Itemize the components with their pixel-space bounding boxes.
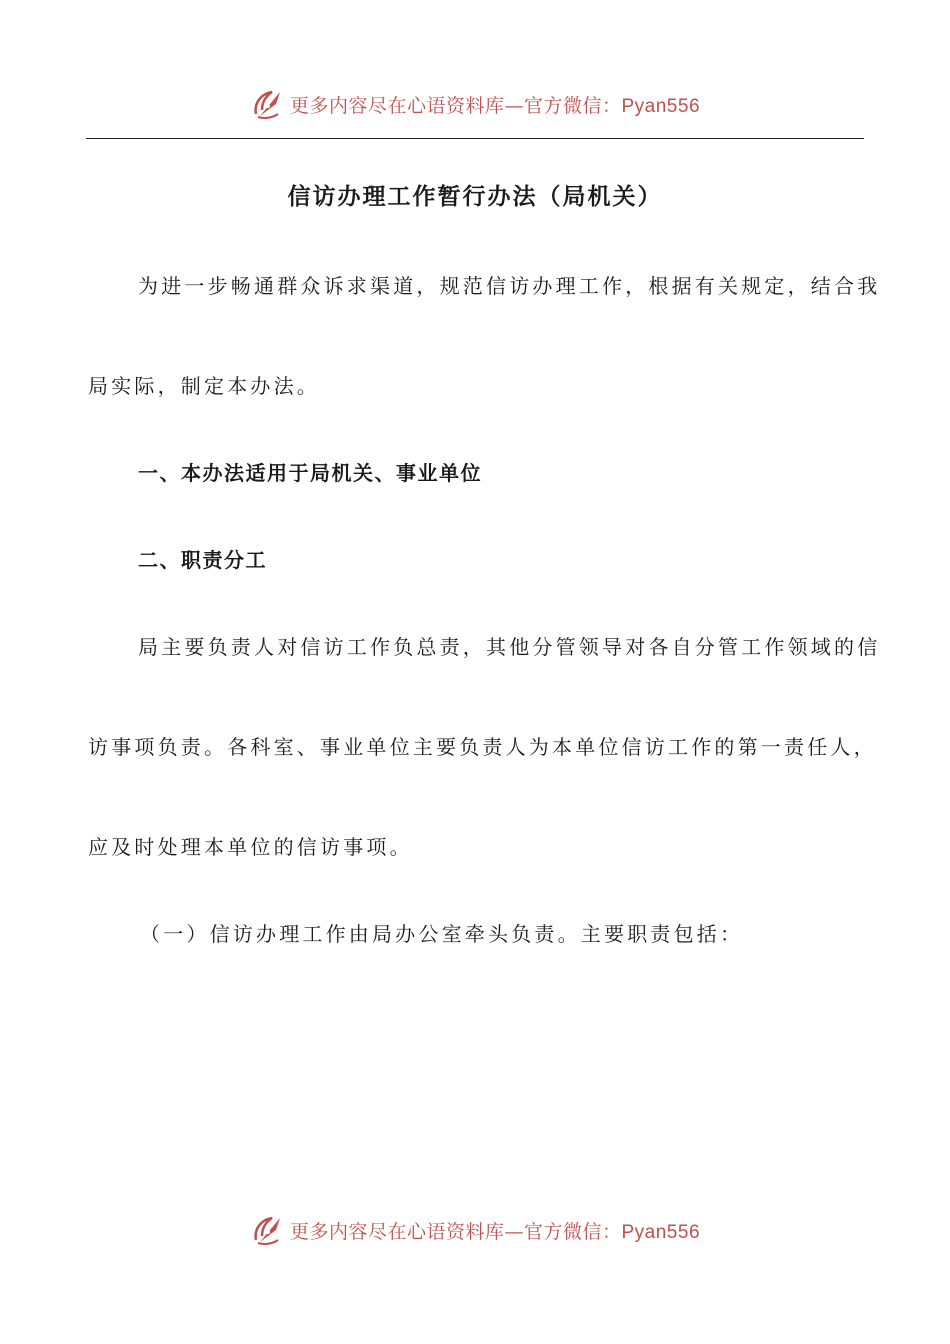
header-banner-text: 更多内容尽在心语资料库—官方微信： (289, 94, 622, 117)
footer-banner-text: 更多内容尽在心语资料库—官方微信： (289, 1220, 622, 1243)
section-heading: 二、职责分工 (138, 548, 267, 572)
header-wechat-id: Pyan556 (621, 95, 701, 117)
section-heading: 一、本办法适用于局机关、事业单位 (138, 461, 482, 485)
quill-pen-logo-icon (250, 1212, 286, 1248)
quill-pen-logo-icon (250, 86, 286, 122)
paragraph-line: 局实际，制定本办法。 (88, 374, 320, 398)
header-banner (0, 84, 950, 124)
paragraph-line: 局主要负责人对信访工作负总责，其他分管领导对各自分管工作领域的信 (138, 635, 881, 659)
header-divider (86, 138, 864, 139)
footer-banner (0, 1210, 950, 1250)
paragraph-line: 为进一步畅通群众诉求渠道，规范信访办理工作，根据有关规定，结合我 (138, 274, 881, 298)
footer-wechat-id: Pyan556 (621, 1221, 701, 1243)
paragraph-line: 应及时处理本单位的信访事项。 (88, 835, 413, 859)
subsection-heading: （一）信访办理工作由局办公室牵头负责。主要职责包括： (140, 922, 744, 946)
document-title: 信访办理工作暂行办法（局机关） (287, 184, 663, 210)
paragraph-line: 访事项负责。各科室、事业单位主要负责人为本单位信访工作的第一责任人， (88, 735, 877, 759)
